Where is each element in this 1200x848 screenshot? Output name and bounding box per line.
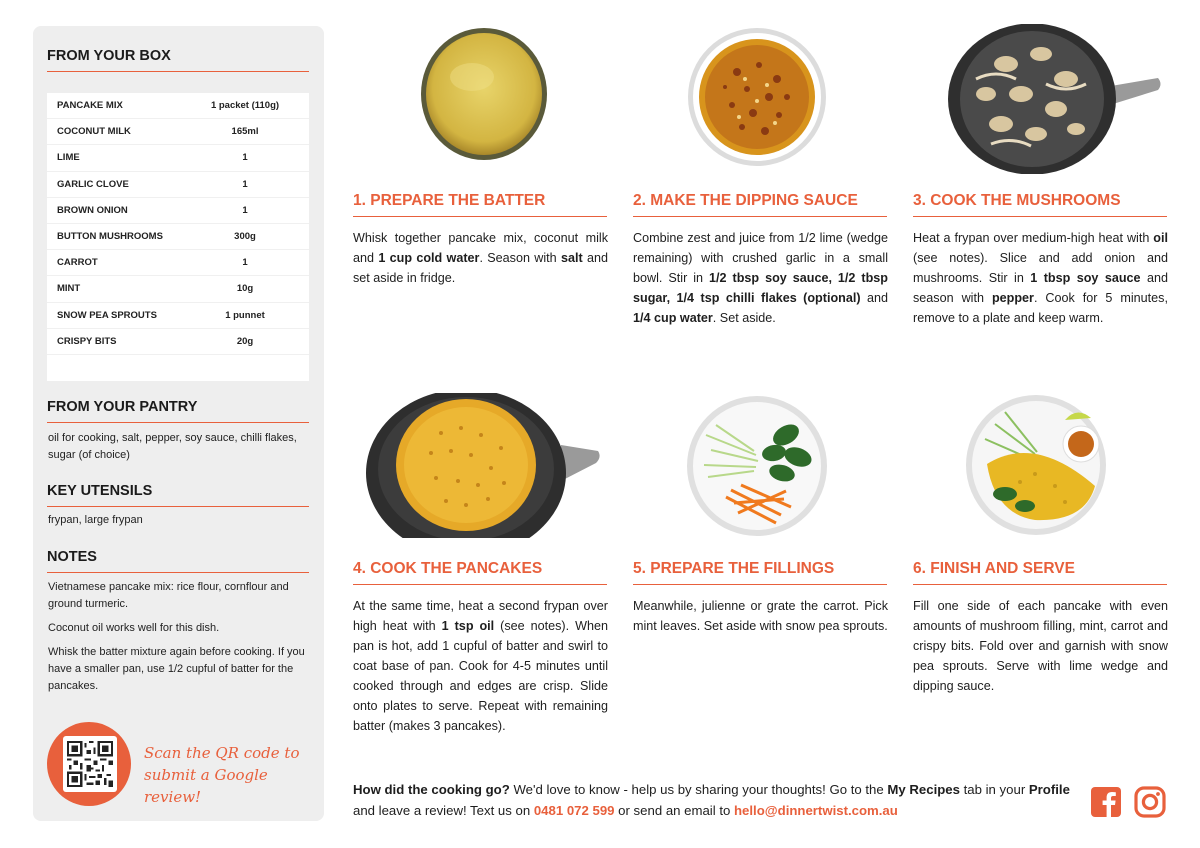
ingredient-name: GARLIC CLOVE: [57, 178, 129, 190]
instagram-icon[interactable]: [1134, 786, 1166, 818]
ingredients-table: [47, 93, 309, 381]
ingredient-name: CRISPY BITS: [57, 335, 117, 347]
ingredient-row: [47, 329, 309, 355]
ingredient-name: COCONUT MILK: [57, 126, 131, 138]
key-utensils-title: KEY UTENSILS: [47, 483, 309, 507]
from-your-pantry-title: FROM YOUR PANTRY: [47, 399, 309, 423]
pancake-pan-image: [366, 393, 602, 543]
ingredient-qty: 300g: [234, 231, 256, 243]
ingredient-name: BROWN ONION: [57, 204, 128, 216]
ingredient-qty: 1: [242, 152, 248, 164]
fillings-plate-image: [686, 395, 828, 542]
review-footer: How did the cooking go? We'd love to know - help us by sharing your thoughts! Go to the My Recipes tab in your Profile and leave a review! Text us on 0481 072 599 or send an email to hello@dinnertwist.com.au: [353, 782, 1070, 818]
dipping-sauce-image: [687, 27, 827, 172]
ingredient-row: [47, 250, 309, 276]
step-4-text: At the same time, heat a second frypan over high heat with 1 tsp oil (see notes). When pan is hot, add 1 cupful of batter and swirl to coat base of pan. Cook for 4-5 minutes until cooked through and edges are crisp. Slide onto plates to serve. Repeat with remaining batter (makes 3 pancakes).: [353, 599, 608, 733]
notes-title: NOTES: [47, 549, 309, 573]
ingredient-qty: 1: [242, 204, 248, 216]
ingredient-qty: 1: [242, 178, 248, 190]
facebook-icon[interactable]: [1090, 786, 1122, 818]
ingredient-name: BUTTON MUSHROOMS: [57, 231, 163, 243]
note-item: Coconut oil works well for this dish.: [48, 622, 220, 634]
step-3-text: Heat a frypan over medium-high heat with oil (see notes). Slice and add onion and mushrooms. Stir in 1 tbsp soy sauce and season with pepper. Cook for 5 minutes, remove to a plate and keep warm.: [913, 231, 1168, 325]
step-2-title: 2. MAKE THE DIPPING SAUCE: [633, 192, 887, 217]
ingredient-qty: 165ml: [231, 126, 259, 138]
ingredients-sidebar: [33, 26, 324, 821]
ingredient-name: CARROT: [57, 257, 98, 269]
step-6-text: Fill one side of each pancake with even amounts of mushroom filling, mint, carrot and crispy bits. Fold over and garnish with snow pea sprouts. Serve with lime wedge and dipping sauce.: [913, 599, 1168, 693]
step-1-title: 1. PREPARE THE BATTER: [353, 192, 607, 217]
step-6-title: 6. FINISH AND SERVE: [913, 560, 1167, 585]
ingredient-row: [47, 198, 309, 224]
step-1-text: Whisk together pancake mix, coconut milk and 1 cup cold water. Season with salt and set aside in fridge.: [353, 231, 608, 285]
ingredient-row: [47, 276, 309, 302]
from-your-box-title: FROM YOUR BOX: [47, 48, 309, 72]
served-plate-image: [965, 394, 1107, 541]
step-2-text: Combine zest and juice from 1/2 lime (wedge remaining) with crushed garlic in a small bowl. Stir in 1/2 tbsp soy sauce, 1/2 tbsp sugar, 1/4 tsp chilli flakes (optional) and 1/4 cup water. Set aside.: [633, 231, 888, 325]
ingredient-row: [47, 303, 309, 329]
ingredient-name: MINT: [57, 283, 81, 295]
batter-bowl-image: [420, 27, 550, 166]
step-4-title: 4. COOK THE PANCAKES: [353, 560, 607, 585]
utensils-text: frypan, large frypan: [48, 514, 143, 526]
ingredient-qty: 1 punnet: [225, 309, 265, 321]
note-item: Vietnamese pancake mix: rice flour, cornflour and ground turmeric.: [48, 581, 289, 610]
note-item: Whisk the batter mixture again before cooking. If you have a smaller pan, use 1/2 cupful of batter for the pancakes.: [48, 646, 305, 692]
ingredient-qty: 1 packet (110g): [210, 100, 280, 112]
ingredient-row: [47, 145, 309, 171]
ingredient-qty: 20g: [236, 335, 254, 347]
ingredient-name: SNOW PEA SPROUTS: [57, 309, 157, 321]
ingredient-qty: 1: [242, 257, 248, 269]
ingredient-name: LIME: [57, 152, 80, 164]
step-5-text: Meanwhile, julienne or grate the carrot. Pick mint leaves. Set aside with snow pea sprouts.: [633, 599, 888, 633]
ingredient-qty: 10g: [236, 283, 254, 295]
step-5-title: 5. PREPARE THE FILLINGS: [633, 560, 887, 585]
ingredient-row: [47, 93, 309, 119]
qr-caption: Scan the QR code to submit a Google review!: [144, 744, 300, 806]
ingredient-row: [47, 119, 309, 145]
ingredient-row: [47, 172, 309, 198]
notes-list: [48, 579, 310, 702]
qr-badge: [47, 722, 131, 806]
ingredient-row: [47, 224, 309, 250]
mushrooms-pan-image: [946, 24, 1164, 179]
qr-code-graphic: [67, 740, 113, 788]
pantry-text: oil for cooking, salt, pepper, soy sauce, chilli flakes, sugar (of choice): [48, 432, 297, 461]
qr-code[interactable]: [63, 736, 117, 792]
step-3-title: 3. COOK THE MUSHROOMS: [913, 192, 1167, 217]
ingredient-name: PANCAKE MIX: [57, 100, 123, 112]
